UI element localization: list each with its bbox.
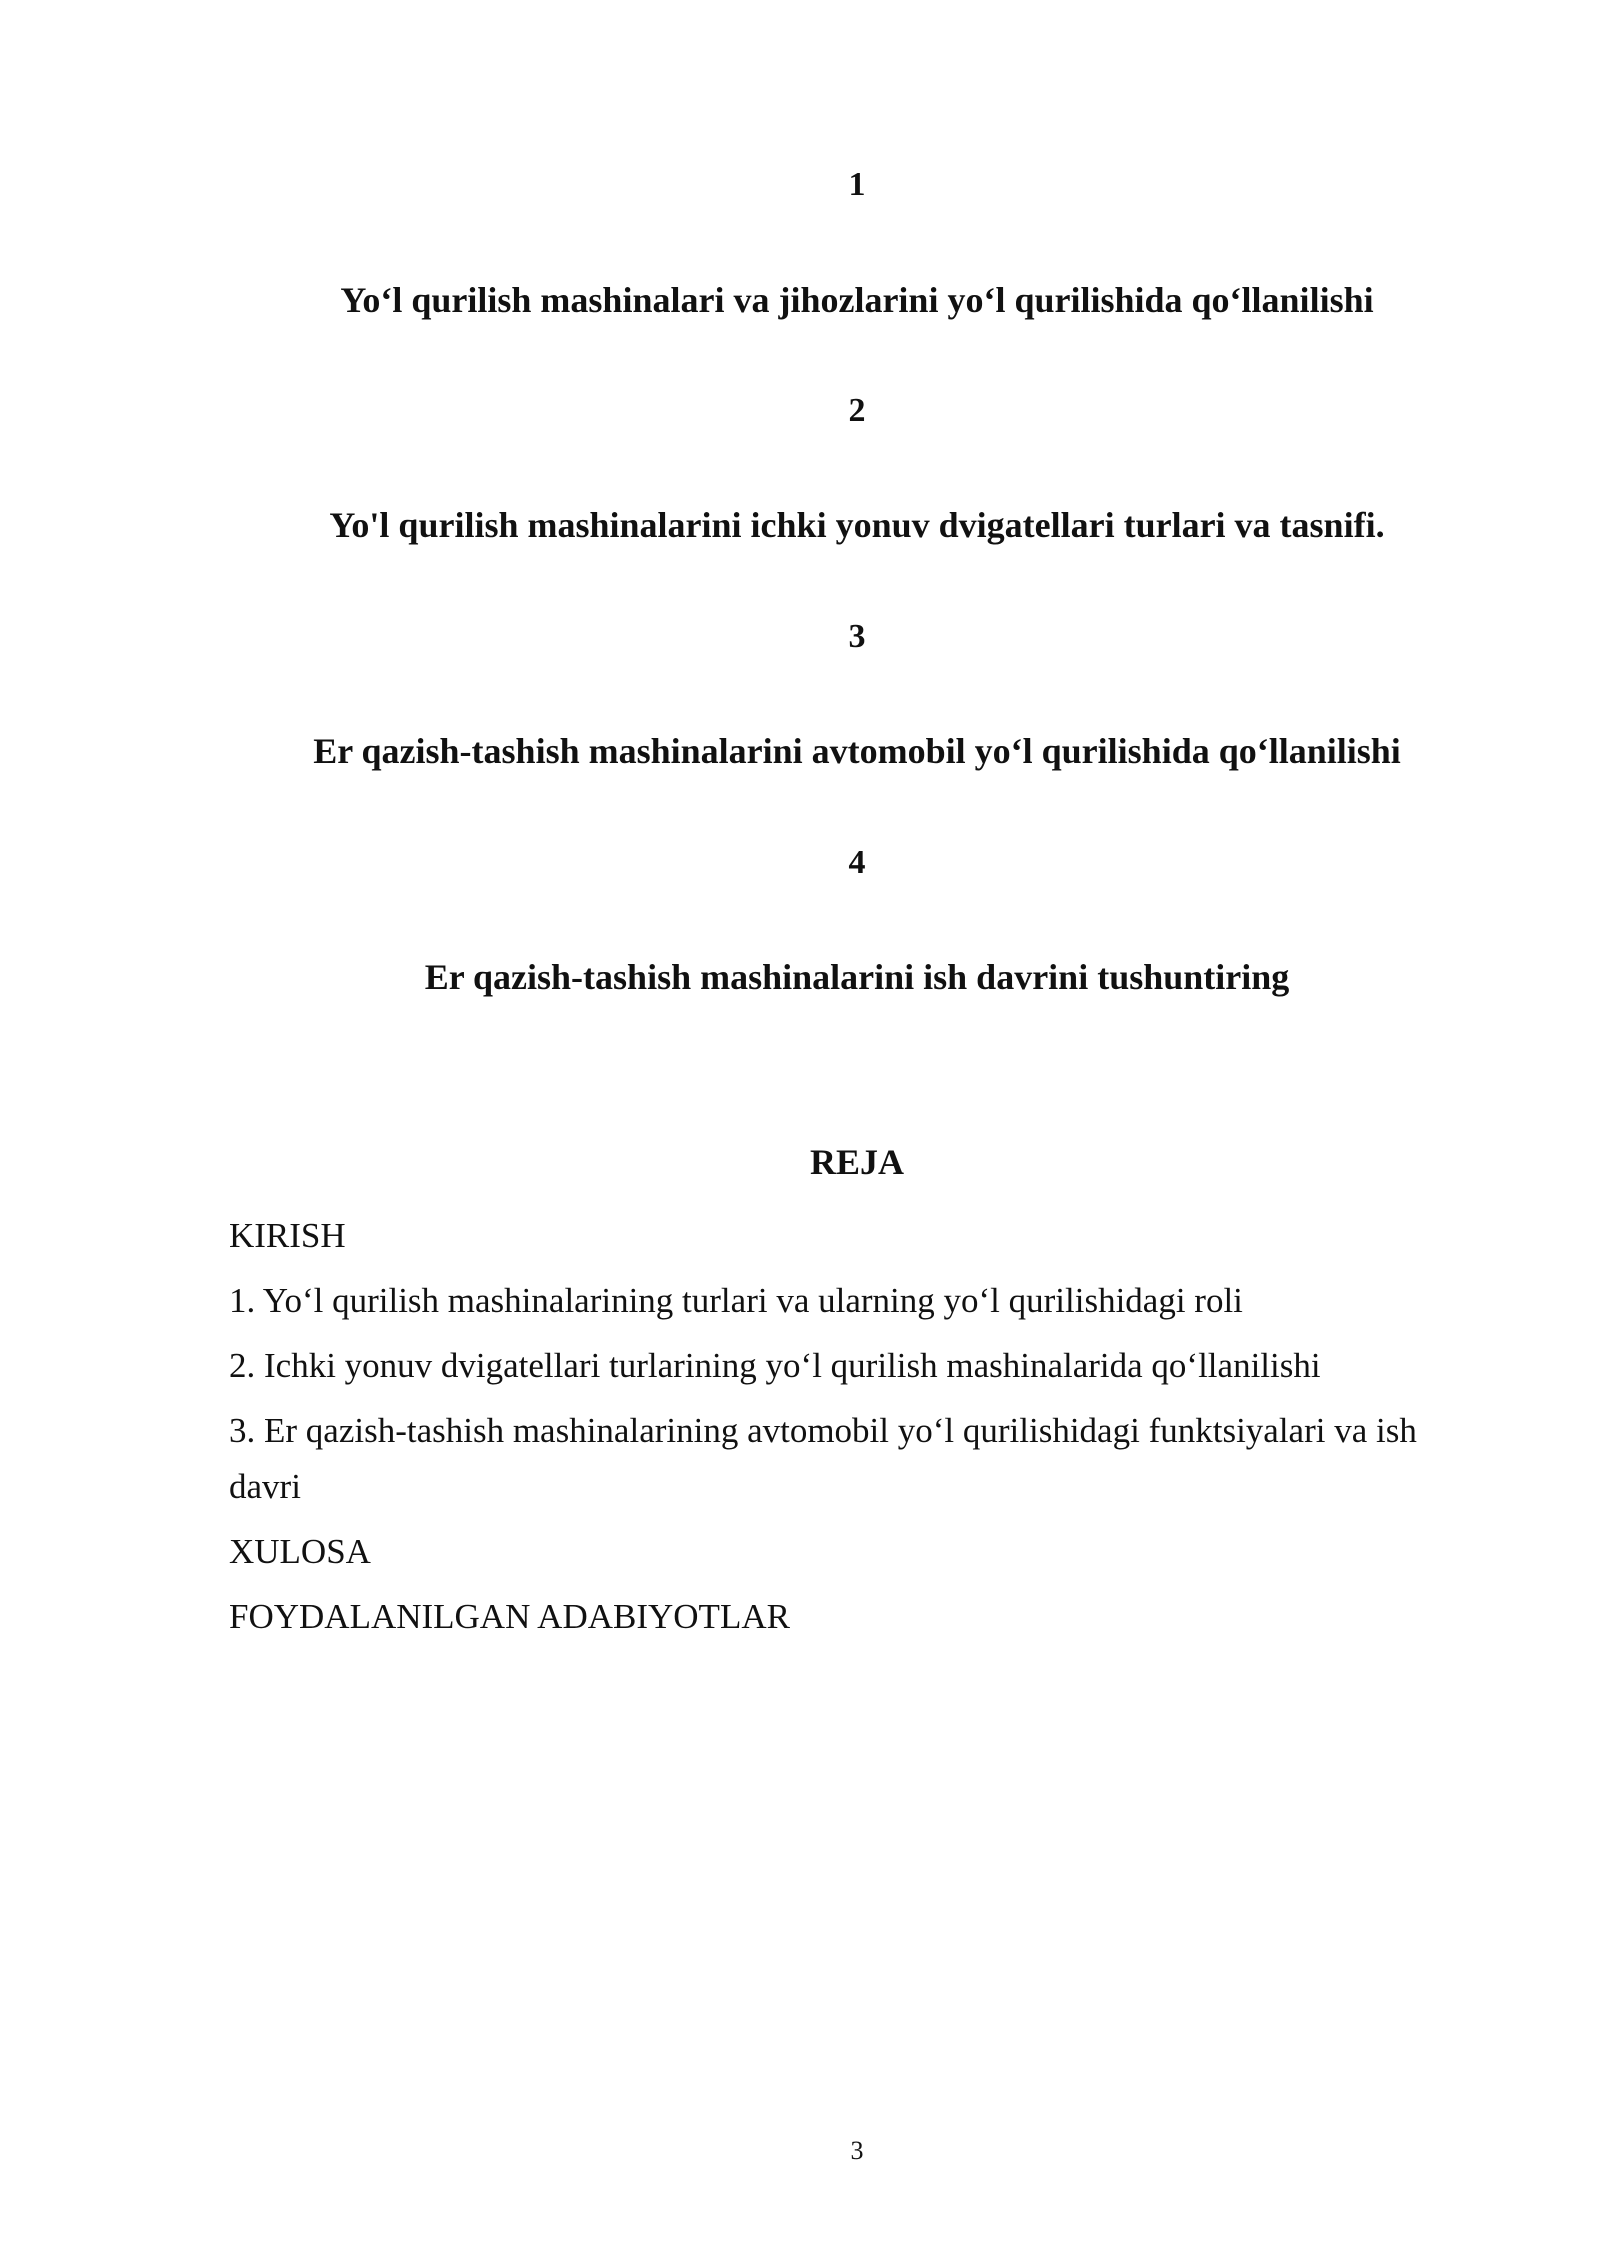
topic-title-3: Er qazish-tashish mashinalarini avtomobil yo‘l qurilishida qo‘llanilishi (313, 731, 1401, 771)
plan-item-conclusion: XULOSA (229, 1532, 371, 1571)
plan-item-references: FOYDALANILGAN ADABIYOTLAR (229, 1597, 790, 1636)
plan-list (229, 1208, 1469, 1654)
topic-title-1: Yo‘l qurilish mashinalari va jihozlarini yo‘l qurilishida qo‘llanilishi (340, 280, 1374, 320)
plan-heading: REJA (809, 1142, 904, 1182)
topic-number-4: 4 (848, 844, 866, 881)
plan-item-3: 3. Er qazish-tashish mashinalarining avtomobil yo‘l qurilishidagi funktsiyalari va ish davri (229, 1411, 1417, 1506)
plan-item-2: 2. Ichki yonuv dvigatellari turlarining yo‘l qurilish mashinalarida qo‘llanilishi (229, 1346, 1321, 1385)
plan-item-introduction: KIRISH (229, 1216, 346, 1255)
topic-title-2: Yo'l qurilish mashinalarini ichki yonuv dvigatellari turlari va tasnifi. (329, 505, 1385, 545)
topic-number-2: 2 (848, 392, 866, 429)
topic-number-3: 3 (848, 618, 866, 655)
page-number: 3 (850, 2136, 864, 2165)
topic-number-1: 1 (848, 166, 866, 203)
topic-title-4: Er qazish-tashish mashinalarini ish davrini tushuntiring (424, 957, 1290, 997)
plan-item-1: 1. Yo‘l qurilish mashinalarining turlari va ularning yo‘l qurilishidagi roli (229, 1281, 1243, 1320)
